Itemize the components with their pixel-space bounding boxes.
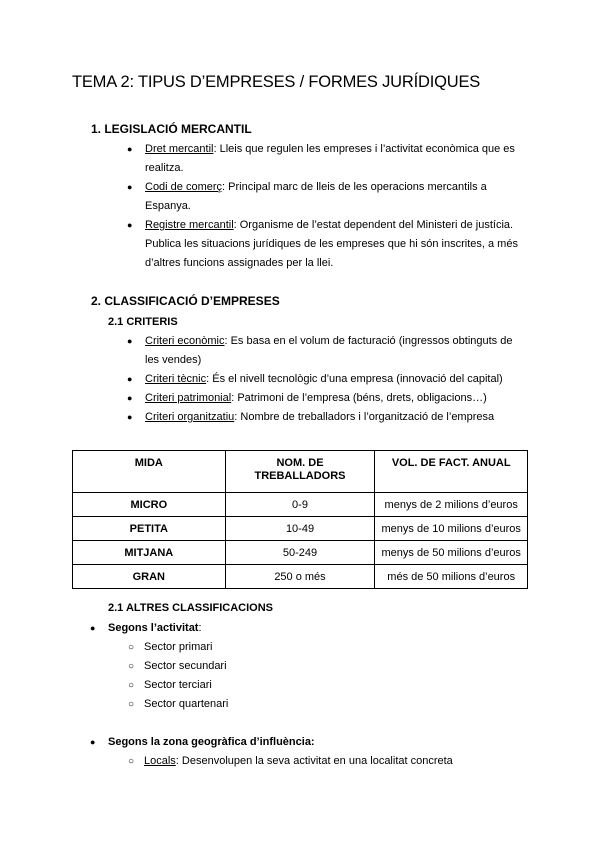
item-text: les vendes) [145,354,202,366]
table-cell: menys de 50 milions d’euros [375,541,528,565]
term-label: Criteri tècnic [145,373,207,385]
table-row [73,517,528,541]
item-text: : Nombre de treballadors i l’organització de l’empresa [234,411,495,423]
item-text: : Patrimoni de l’empresa (béns, drets, obligacions…) [231,392,487,404]
bullet-icon: ● [127,374,133,384]
table-cell: menys de 2 milions d’euros [375,493,528,517]
table-cell: 0-9 [225,493,375,517]
list-item [128,657,228,676]
bullet-icon: ● [127,412,133,422]
bullet-icon: ● [90,623,96,633]
circle-bullet-icon: ○ [128,642,135,653]
bullet-icon: ● [127,336,133,346]
subsection-other-heading: 2.1 ALTRES CLASSIFICACIONS [108,602,274,614]
table-cell: MITJANA [73,541,226,565]
item-text: d’altres funcions assignades per la llei. [145,257,334,269]
item-text: : És el nivell tecnològic d’una empresa (innovació del capital) [206,373,503,385]
list-item [127,216,518,273]
item-text: Sector terciari [144,679,212,691]
table-row [73,565,528,589]
bullet-icon: ● [127,144,133,154]
page-title: TEMA 2: TIPUS D’EMPRESES / FORMES JURÍDIQUES [72,73,481,91]
table-cell: 10-49 [225,517,375,541]
list-item [127,178,518,216]
item-text: realitza. [145,162,184,174]
legislation-list [127,140,518,273]
section-1-heading: 1. LEGISLACIÓ MERCANTIL [91,122,252,136]
table-cell: 250 o més [225,565,375,589]
term-label: Criteri organitzatiu [145,411,235,423]
criteria-list [127,332,513,427]
zone-sub-list [128,752,453,771]
term-label: Criteri patrimonial [145,392,232,404]
list-item [127,370,512,389]
table-header-cell: VOL. DE FACT. ANUAL [375,451,528,493]
bullet-icon: ● [127,220,133,230]
term-label: Segons l’activitat [108,622,199,634]
table-header-cell: MIDA [73,451,226,493]
table-header-row [73,451,528,493]
list-item [90,619,202,638]
zone-list [90,733,315,752]
bullet-icon: ● [90,737,96,747]
item-text: Sector quartenari [144,698,229,710]
table-row [73,541,528,565]
list-item [128,638,228,657]
term-label: Segons la zona geogràfica d’influència: [108,736,315,748]
table-cell: MICRO [73,493,226,517]
activity-list [90,619,202,638]
table-cell: PETITA [73,517,226,541]
item-text: Sector secundari [144,660,227,672]
section-2-heading: 2. CLASSIFICACIÓ D’EMPRESES [91,294,280,308]
item-text: Publica les situacions jurídiques de les empreses que hi són inscrites, a més [145,238,518,250]
item-text: : Principal marc de lleis de les operacions mercantils a [222,181,487,193]
item-text: : [198,622,202,634]
term-label: Locals [144,755,176,767]
list-item [128,676,228,695]
list-item [127,332,513,370]
item-text: Espanya. [145,200,191,212]
circle-bullet-icon: ○ [128,756,135,767]
table-cell: més de 50 milions d’euros [375,565,528,589]
table-row [73,493,528,517]
item-text: Sector primari [144,641,213,653]
circle-bullet-icon: ○ [128,699,135,710]
list-item [128,752,453,771]
item-text: : Organisme de l’estat dependent del Ministeri de justícia. [233,219,514,231]
bullet-icon: ● [127,393,133,403]
circle-bullet-icon: ○ [128,680,135,691]
term-label: Registre mercantil [145,219,234,231]
company-size-table [72,450,528,589]
table-cell: 50-249 [225,541,375,565]
item-text: : Desenvolupen la seva activitat en una localitat concreta [175,755,453,767]
circle-bullet-icon: ○ [128,661,135,672]
term-label: Dret mercantil [145,143,214,155]
table-cell: GRAN [73,565,226,589]
term-label: Criteri econòmic [145,335,225,347]
sector-list [128,638,229,714]
list-item [127,408,512,427]
bullet-icon: ● [127,182,133,192]
list-item [90,733,315,752]
list-item [128,695,229,714]
list-item [127,140,518,178]
term-label: Codi de comerç [145,181,223,193]
item-text: : Es basa en el volum de facturació (ingressos obtinguts de [224,335,513,347]
list-item [127,389,512,408]
subsection-criteria-heading: 2.1 CRITERIS [108,316,178,328]
item-text: : Lleis que regulen les empreses i l’activitat econòmica que es [213,143,515,155]
table-cell: menys de 10 milions d’euros [375,517,528,541]
table-header-cell: NOM. DE TREBALLADORS [225,451,375,493]
